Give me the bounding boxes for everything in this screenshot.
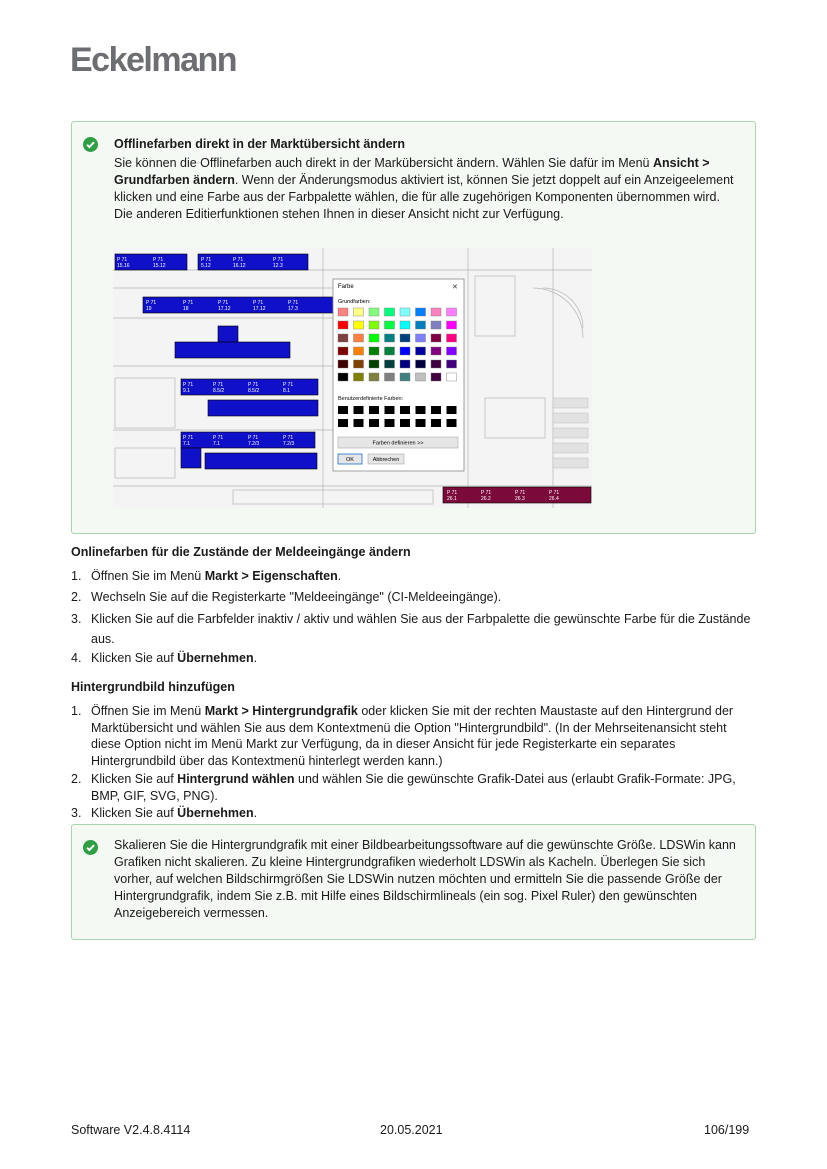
- svg-text:5.12: 5.12: [201, 263, 211, 269]
- footer-date: 20.05.2021: [380, 1123, 443, 1137]
- color-swatch[interactable]: [400, 373, 410, 381]
- custom-color-swatch[interactable]: [416, 419, 426, 427]
- svg-text:P 71: P 71: [253, 300, 264, 306]
- note-body: Sie können die Offlinefarben auch direkt in der Markübersicht ändern. Wählen Sie dafür im Menü Ansicht > Grundfarben ändern. Wenn der Änderungsmodus aktiviert ist, können Sie jetzt doppelt auf ein Anzeigeelement klicken und eine Farbe aus der Farbpalette wählen, die für alle zugehörigen Komponenten übernommen wird. Die anderen Editierfunktionen stehen Ihnen in dieser Ansicht nicht zur Verfügung.: [114, 156, 734, 221]
- color-swatch[interactable]: [400, 360, 410, 368]
- list-item: 3. Klicken Sie auf die Farbfelder inaktiv / aktiv und wählen Sie aus der Farbpalette die gewünschte Farbe für die Zustände aus.: [71, 612, 751, 646]
- color-swatch[interactable]: [369, 347, 379, 355]
- color-swatch[interactable]: [447, 321, 457, 329]
- color-swatch[interactable]: [447, 334, 457, 342]
- color-dialog: [333, 279, 464, 471]
- svg-text:9.1: 9.1: [183, 388, 190, 394]
- eckelmann-logo: Eckelmann: [70, 41, 237, 79]
- list-item: 1. Öffnen Sie im Menü Markt > Hintergrundgrafik oder klicken Sie mit der rechten Maustaste auf den Hintergrund der Marktübersicht und wählen Sie aus dem Kontextmenü die Option "Hintergrundbild". (In der Mehrseitenansicht steht diese Option nicht im Menü Markt zur Verfügung, da in dieser Ansicht für jede Registerkarte ein separates Hintergrundbild über das Kontextmenü hinterlegt werden kann.): [71, 704, 734, 768]
- svg-text:17.3: 17.3: [288, 306, 298, 312]
- custom-color-swatch[interactable]: [431, 419, 441, 427]
- color-swatch[interactable]: [354, 334, 364, 342]
- color-swatch[interactable]: [385, 308, 395, 316]
- custom-color-swatch[interactable]: [369, 406, 379, 414]
- color-swatch[interactable]: [431, 321, 441, 329]
- svg-text:P 71: P 71: [153, 257, 164, 263]
- color-swatch[interactable]: [447, 347, 457, 355]
- svg-text:26.2: 26.2: [481, 496, 491, 502]
- color-swatch[interactable]: [338, 334, 348, 342]
- color-swatch[interactable]: [431, 373, 441, 381]
- color-swatch[interactable]: [338, 360, 348, 368]
- svg-text:15.16: 15.16: [117, 263, 130, 269]
- basic-colors-label: Grundfarben:: [338, 299, 371, 305]
- svg-text:16.12: 16.12: [233, 263, 246, 269]
- color-swatch[interactable]: [416, 360, 426, 368]
- custom-color-swatch[interactable]: [338, 419, 348, 427]
- svg-text:P 71: P 71: [515, 490, 526, 496]
- svg-text:26.4: 26.4: [549, 496, 559, 502]
- custom-color-swatch[interactable]: [385, 419, 395, 427]
- svg-text:Abbrechen: Abbrechen: [372, 457, 400, 463]
- color-swatch[interactable]: [369, 321, 379, 329]
- color-swatch[interactable]: [416, 321, 426, 329]
- custom-color-swatch[interactable]: [385, 406, 395, 414]
- custom-color-swatch[interactable]: [447, 419, 457, 427]
- color-swatch[interactable]: [447, 373, 457, 381]
- color-swatch[interactable]: [369, 334, 379, 342]
- color-swatch[interactable]: [338, 373, 348, 381]
- custom-color-swatch[interactable]: [416, 406, 426, 414]
- svg-text:7.2/3: 7.2/3: [283, 441, 295, 447]
- color-swatch[interactable]: [354, 347, 364, 355]
- svg-text:P 71: P 71: [273, 257, 284, 263]
- color-swatch[interactable]: [385, 373, 395, 381]
- svg-text:17.12: 17.12: [253, 306, 266, 312]
- note-title: Offlinefarben direkt in der Marktübersicht ändern: [114, 137, 406, 151]
- svg-text:P 71: P 71: [201, 257, 212, 263]
- steps-background: [71, 703, 751, 822]
- svg-text:P 71: P 71: [549, 490, 560, 496]
- custom-color-swatch[interactable]: [400, 406, 410, 414]
- svg-text:P 71: P 71: [481, 490, 492, 496]
- close-icon[interactable]: ✕: [452, 284, 458, 291]
- list-item: 2. Klicken Sie auf Hintergrund wählen und wählen Sie die gewünschte Grafik-Datei aus (erlaubt Grafik-Formate: JPG, BMP, GIF, SVG, PNG).: [71, 772, 736, 803]
- color-swatch[interactable]: [338, 321, 348, 329]
- color-swatch[interactable]: [400, 321, 410, 329]
- custom-colors-label: Benutzerdefinierte Farben:: [338, 396, 404, 402]
- color-swatch[interactable]: [416, 308, 426, 316]
- svg-text:Farben definieren >>: Farben definieren >>: [372, 440, 424, 447]
- svg-text:P 71: P 71: [183, 435, 194, 441]
- svg-text:12.3: 12.3: [273, 263, 283, 269]
- svg-text:8.1: 8.1: [283, 388, 290, 394]
- svg-text:P 71: P 71: [117, 257, 128, 263]
- svg-text:P 71: P 71: [213, 435, 224, 441]
- svg-text:19: 19: [146, 306, 152, 312]
- custom-color-swatch[interactable]: [354, 406, 364, 414]
- svg-text:OK: OK: [346, 457, 354, 463]
- svg-text:26.1: 26.1: [447, 496, 457, 502]
- color-swatch[interactable]: [385, 321, 395, 329]
- color-swatch[interactable]: [354, 360, 364, 368]
- color-swatch[interactable]: [338, 347, 348, 355]
- svg-text:8.5/2: 8.5/2: [248, 388, 260, 394]
- note-body: Skalieren Sie die Hintergrundgrafik mit einer Bildbearbeitungssoftware auf die gewünschte Größe. LDSWin kann Grafiken nicht skalieren. Zu kleine Hintergrundgrafiken wiederholt LDSWin als Kacheln. Überlegen Sie sich vorher, auf welchen Bildschirmgrößen Sie LDSWin nutzen möchten und ermitteln Sie die passende Größe der Hintergrundgrafik, indem Sie z.B. mit Hilfe eines Bildschirmlineals (ein sog. Pixel Ruler) den gewünschten Anzeigebereich vermessen.: [114, 838, 736, 920]
- section-heading-online-colors: Onlinefarben für die Zustände der Meldeeingänge ändern: [71, 545, 411, 559]
- color-swatch[interactable]: [416, 347, 426, 355]
- color-swatch[interactable]: [400, 347, 410, 355]
- color-swatch[interactable]: [354, 308, 364, 316]
- svg-text:P 71: P 71: [248, 382, 259, 388]
- color-swatch[interactable]: [385, 360, 395, 368]
- custom-color-swatch[interactable]: [338, 406, 348, 414]
- color-swatch[interactable]: [447, 360, 457, 368]
- svg-text:P 71: P 71: [288, 300, 299, 306]
- list-item: 2. Wechseln Sie auf die Registerkarte "Meldeeingänge" (CI-Meldeeingänge).: [71, 590, 502, 604]
- list-item: 4. Klicken Sie auf Übernehmen.: [71, 651, 258, 665]
- color-swatch[interactable]: [400, 308, 410, 316]
- svg-text:P 71: P 71: [447, 490, 458, 496]
- color-swatch[interactable]: [369, 308, 379, 316]
- footer-software-version: Software V2.4.8.4114: [71, 1123, 191, 1137]
- custom-color-swatch[interactable]: [369, 419, 379, 427]
- color-swatch[interactable]: [338, 308, 348, 316]
- check-circle-icon: [83, 840, 98, 855]
- info-note-offline-colors: [71, 121, 756, 534]
- svg-text:P 71: P 71: [283, 382, 294, 388]
- svg-text:P 71: P 71: [213, 382, 224, 388]
- list-item: 3. Klicken Sie auf Übernehmen.: [71, 806, 258, 820]
- color-swatch[interactable]: [431, 334, 441, 342]
- info-note-scaling: [71, 824, 756, 940]
- color-swatch[interactable]: [385, 334, 395, 342]
- custom-color-swatch[interactable]: [431, 406, 441, 414]
- svg-text:18: 18: [183, 306, 189, 312]
- check-circle-icon: [83, 137, 98, 152]
- color-swatch[interactable]: [416, 334, 426, 342]
- svg-text:P 71: P 71: [248, 435, 259, 441]
- svg-text:7.2/3: 7.2/3: [248, 441, 260, 447]
- color-swatch[interactable]: [369, 360, 379, 368]
- svg-text:P 71: P 71: [183, 382, 194, 388]
- svg-text:7.1: 7.1: [213, 441, 220, 447]
- custom-color-swatch[interactable]: [400, 419, 410, 427]
- color-swatch[interactable]: [385, 347, 395, 355]
- color-swatch[interactable]: [416, 373, 426, 381]
- svg-text:17.12: 17.12: [218, 306, 231, 312]
- custom-color-swatch[interactable]: [447, 406, 457, 414]
- color-swatch[interactable]: [354, 373, 364, 381]
- color-swatch[interactable]: [400, 334, 410, 342]
- custom-color-swatch[interactable]: [354, 419, 364, 427]
- svg-text:15.12: 15.12: [153, 263, 166, 269]
- svg-text:P 71: P 71: [183, 300, 194, 306]
- color-swatch[interactable]: [431, 360, 441, 368]
- list-item: 1. Öffnen Sie im Menü Markt > Eigenschaften.: [71, 569, 342, 583]
- svg-text:P 71: P 71: [283, 435, 294, 441]
- svg-text:P 71: P 71: [218, 300, 229, 306]
- svg-text:P 71: P 71: [146, 300, 157, 306]
- section-heading-background: Hintergrundbild hinzufügen: [71, 680, 235, 694]
- svg-text:P 71: P 71: [233, 257, 244, 263]
- color-swatch[interactable]: [354, 321, 364, 329]
- svg-text:8.5/2: 8.5/2: [213, 388, 225, 394]
- svg-text:7.1: 7.1: [183, 441, 190, 447]
- color-swatch[interactable]: [431, 347, 441, 355]
- svg-text:26.3: 26.3: [515, 496, 525, 502]
- color-dialog-title: Farbe: [338, 284, 354, 290]
- color-swatch[interactable]: [369, 373, 379, 381]
- color-swatch[interactable]: [447, 308, 457, 316]
- footer-page-number: 106/199: [704, 1123, 750, 1137]
- steps-online-colors: [71, 568, 751, 671]
- color-swatch[interactable]: [431, 308, 441, 316]
- market-overview-screenshot: [113, 248, 592, 508]
